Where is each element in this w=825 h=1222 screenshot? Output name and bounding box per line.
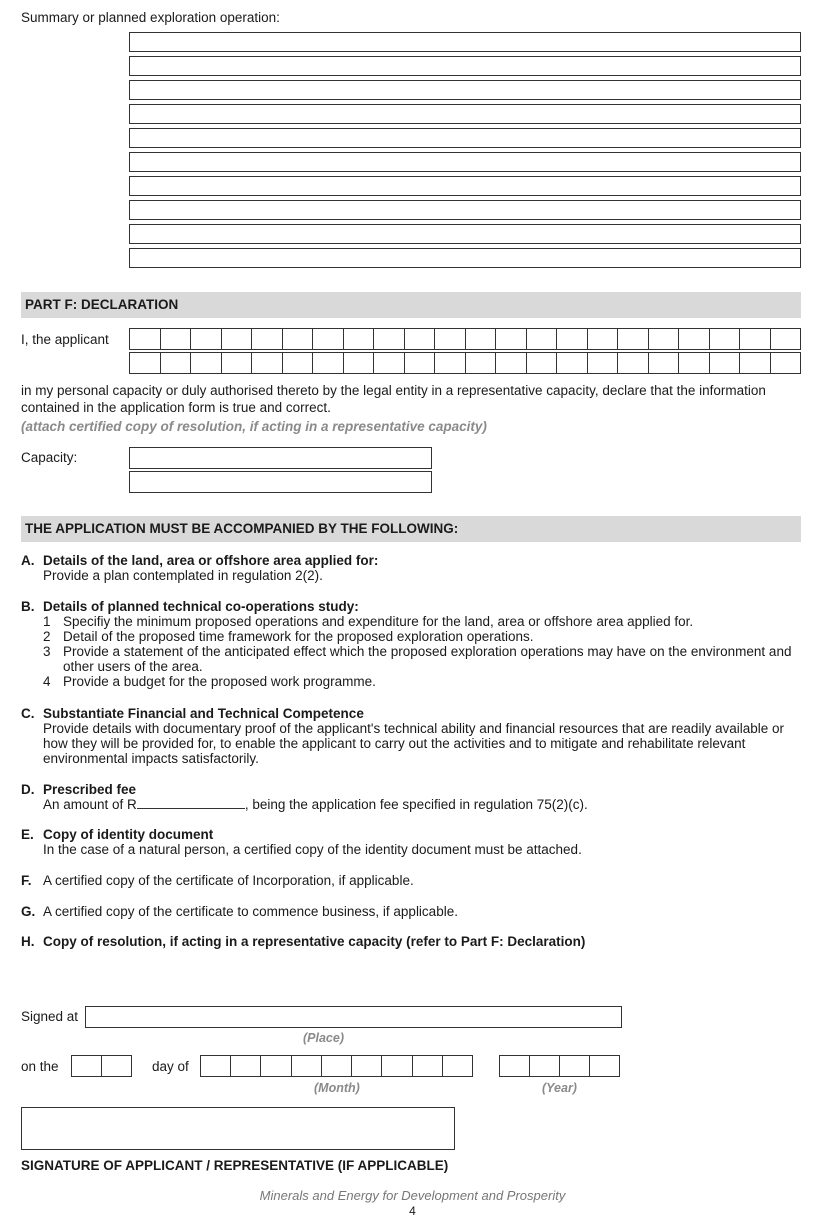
applicant-name-cell[interactable] [649,353,680,373]
item-b-point-1-number: 1 [43,614,51,629]
applicant-name-cell[interactable] [161,329,192,349]
applicant-name-cell[interactable] [679,329,710,349]
applicant-name-cell[interactable] [435,329,466,349]
signed-at-label: Signed at [21,1009,79,1024]
item-d-body-pre: An amount of R [43,797,137,812]
summary-line-9[interactable] [129,224,801,244]
summary-line-7[interactable] [129,176,801,196]
applicant-name-cell[interactable] [527,329,558,349]
applicant-name-cell[interactable] [191,353,222,373]
summary-line-5[interactable] [129,128,801,148]
month-cell[interactable] [261,1056,291,1076]
item-b-point-2-number: 2 [43,629,51,644]
applicant-name-cell[interactable] [740,353,771,373]
year-cell[interactable] [560,1056,590,1076]
footer-tagline: Minerals and Energy for Development and Prosperity [259,1188,566,1203]
item-d [21,782,801,812]
month-cell[interactable] [443,1056,472,1076]
applicant-label: I, the applicant [21,332,109,347]
fee-amount-line[interactable] [137,797,245,809]
applicant-name-field-row-1[interactable] [129,328,801,350]
item-c-letter: C. [21,706,35,721]
applicant-name-cell[interactable] [710,329,741,349]
day-cell[interactable] [102,1056,131,1076]
applicant-name-cell[interactable] [710,353,741,373]
applicant-name-cell[interactable] [313,353,344,373]
declaration-text: in my personal capacity or duly authorised thereto by the legal entity in a representative capacity, declare that the information contained in the application form is true and correct. [21,383,766,415]
day-field[interactable] [71,1055,132,1077]
month-cell[interactable] [322,1056,352,1076]
applicant-name-cell[interactable] [252,353,283,373]
item-h-letter: H. [21,934,35,949]
place-caption: (Place) [303,1031,344,1045]
item-c [21,706,801,766]
item-b-point-4-text: Provide a budget for the proposed work programme. [63,674,376,689]
applicant-name-cell[interactable] [496,329,527,349]
item-d-title: Prescribed fee [43,782,137,797]
item-e-title: Copy of identity document [43,827,214,842]
item-a [21,553,801,583]
year-cell[interactable] [590,1056,619,1076]
item-d-body-post: , being the application fee specified in regulation 75(2)(c). [244,797,588,812]
item-b-point-4 [21,674,801,689]
place-field[interactable] [85,1006,622,1028]
item-b-point-1-text: Specifiy the minimum proposed operations and expenditure for the land, area or offshore area applied for. [63,614,694,629]
applicant-name-cell[interactable] [557,353,588,373]
applicant-name-cell[interactable] [161,353,192,373]
applicant-name-cell[interactable] [496,353,527,373]
item-d-body [21,797,801,812]
item-a-letter: A. [21,553,35,568]
applicant-name-cell[interactable] [283,329,314,349]
capacity-label: Capacity: [21,450,78,465]
applicant-name-cell[interactable] [466,353,497,373]
item-b [21,599,801,689]
applicant-name-cell[interactable] [252,329,283,349]
applicant-name-cell[interactable] [283,353,314,373]
month-cell[interactable] [382,1056,412,1076]
item-b-title: Details of planned technical co-operations study: [43,599,359,614]
applicant-name-cell[interactable] [588,329,619,349]
applicant-name-cell[interactable] [405,353,436,373]
applicant-name-cell[interactable] [618,329,649,349]
applicant-name-cell[interactable] [313,329,344,349]
on-the-label: on the [21,1059,59,1074]
month-field[interactable] [200,1055,473,1077]
year-cell[interactable] [500,1056,530,1076]
day-cell[interactable] [72,1056,102,1076]
month-caption: (Month) [314,1081,360,1095]
applicant-name-cell[interactable] [374,353,405,373]
applicant-name-cell[interactable] [405,329,436,349]
applicant-name-cell[interactable] [740,329,771,349]
applicant-name-cell[interactable] [618,353,649,373]
item-d-letter: D. [21,782,35,797]
item-b-point-2-text: Detail of the proposed time framework for the proposed exploration operations. [63,629,534,644]
applicant-name-cell[interactable] [130,329,161,349]
item-h-text: Copy of resolution, if acting in a representative capacity (refer to Part F: Declaration) [43,934,586,949]
summary-label: Summary or planned exploration operation: [21,10,280,25]
attach-note: (attach certified copy of resolution, if acting in a representative capacity) [21,419,487,434]
applicant-name-cell[interactable] [679,353,710,373]
applicant-name-cell[interactable] [588,353,619,373]
summary-line-2[interactable] [129,56,801,76]
item-g [21,904,801,919]
applicant-name-cell[interactable] [374,329,405,349]
capacity-field-1[interactable] [129,447,432,469]
signature-box[interactable] [21,1107,455,1150]
summary-line-8[interactable] [129,200,801,220]
applicant-name-cell[interactable] [222,329,253,349]
item-b-point-1 [21,614,801,629]
applicant-name-field-row-2[interactable] [129,352,801,374]
item-b-point-3-number: 3 [43,644,51,659]
applicant-name-cell[interactable] [130,353,161,373]
item-g-text: A certified copy of the certificate to commence business, if applicable. [43,904,458,919]
item-c-body: Provide details with documentary proof of the applicant's technical ability and financial resources that are readily available or how they will be provided for, to enable the applicant to carry out the activities and to mitigate and rehabilitate relevant environmental impacts satisfactorily. [43,721,784,766]
year-cell[interactable] [530,1056,560,1076]
applicant-name-cell[interactable] [557,329,588,349]
capacity-field-2[interactable] [129,471,432,493]
applicant-name-cell[interactable] [344,353,375,373]
day-of-label: day of [152,1059,189,1074]
month-cell[interactable] [231,1056,261,1076]
summary-line-1[interactable] [129,32,801,52]
month-cell[interactable] [352,1056,382,1076]
month-cell[interactable] [413,1056,443,1076]
applicant-name-cell[interactable] [466,329,497,349]
item-b-point-3-text: Provide a statement of the anticipated effect which the proposed exploration operations may have on the environment and other users of the area. [63,644,792,674]
item-b-point-4-number: 4 [43,674,51,689]
page-number: 4 [409,1204,416,1218]
item-b-point-3 [21,644,801,674]
item-c-title: Substantiate Financial and Technical Competence [43,706,364,721]
item-h [21,934,801,949]
month-cell[interactable] [292,1056,322,1076]
applicant-name-cell[interactable] [344,329,375,349]
item-e-letter: E. [21,827,34,842]
part-f-heading: PART F: DECLARATION [21,292,801,318]
item-f [21,873,801,888]
applicant-name-cell[interactable] [527,353,558,373]
applicant-name-cell[interactable] [649,329,680,349]
item-f-text: A certified copy of the certificate of Incorporation, if applicable. [43,873,414,888]
applicant-name-cell[interactable] [435,353,466,373]
summary-line-3[interactable] [129,80,801,100]
year-caption: (Year) [542,1081,577,1095]
item-b-point-2 [21,629,801,644]
signature-label: SIGNATURE OF APPLICANT / REPRESENTATIVE (IF APPLICABLE) [21,1158,449,1173]
item-g-letter: G. [21,904,36,919]
item-a-body: Provide a plan contemplated in regulation 2(2). [43,568,323,583]
summary-line-10[interactable] [129,248,801,268]
applicant-name-cell[interactable] [771,329,801,349]
applicant-name-cell[interactable] [191,329,222,349]
item-e [21,827,801,857]
month-cell[interactable] [201,1056,231,1076]
item-f-letter: F. [21,873,32,888]
year-field[interactable] [499,1055,620,1077]
accompanied-heading: THE APPLICATION MUST BE ACCOMPANIED BY THE FOLLOWING: [21,516,801,542]
applicant-name-cell[interactable] [771,353,801,373]
item-b-letter: B. [21,599,35,614]
item-e-body: In the case of a natural person, a certified copy of the identity document must be attached. [43,842,582,857]
summary-line-6[interactable] [129,152,801,172]
applicant-name-cell[interactable] [222,353,253,373]
summary-line-4[interactable] [129,104,801,124]
item-a-title: Details of the land, area or offshore area applied for: [43,553,379,568]
